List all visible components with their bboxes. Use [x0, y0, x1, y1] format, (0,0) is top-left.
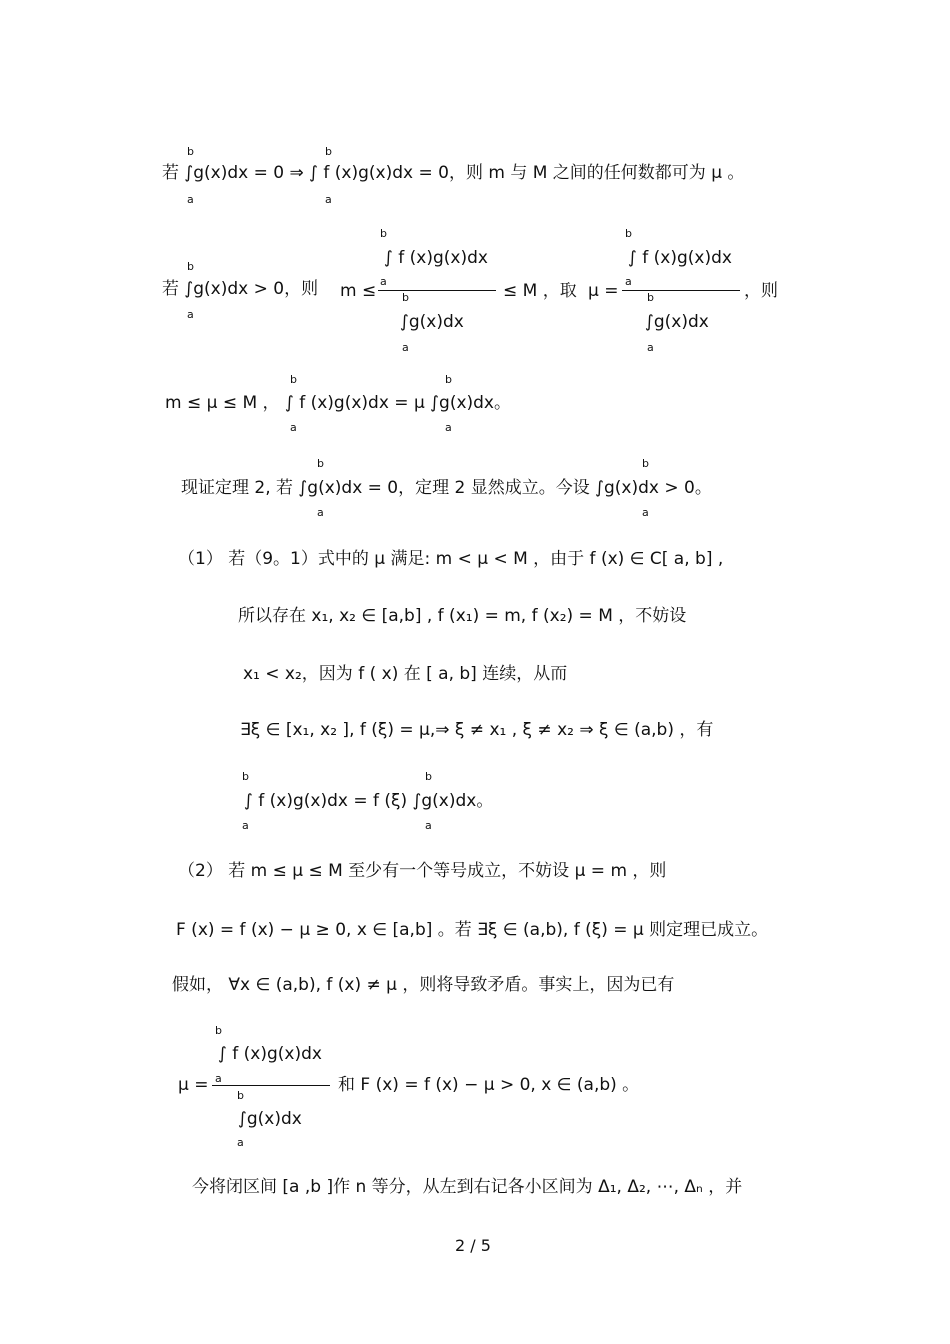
math-expression: ，则: [744, 281, 778, 301]
math-expression: 和 F (x) = f (x) − μ > 0, x ∈ (a,b) 。: [338, 1075, 640, 1095]
integral-lower-limit: a: [215, 1072, 222, 1085]
text-line: （1） 若（9。1）式中的 μ 满足: m < μ < M ，由于 f (x) ∈ C[ a, b] ,: [178, 549, 724, 569]
math-expression: μ =: [588, 281, 619, 301]
fraction-numerator: ∫ f (x)g(x)dx: [218, 1044, 322, 1064]
text-line: 假如， ∀x ∈ (a,b), f (x) ≠ μ ，则将导致矛盾。事实上，因为已有: [172, 975, 675, 995]
integral-upper-limit: b: [402, 291, 409, 304]
integral-lower-limit: a: [325, 193, 332, 206]
integral-lower-limit: a: [187, 193, 194, 206]
fraction-numerator: ∫ f (x)g(x)dx: [384, 248, 488, 268]
integral-lower-limit: a: [642, 506, 649, 519]
lead-char: 若: [162, 163, 179, 183]
text-line: ∃ξ ∈ [x₁, x₂ ], f (ξ) = μ,⇒ ξ ≠ x₁ , ξ ≠ x₂ ⇒ ξ ∈ (a,b) ，有: [240, 720, 714, 740]
text-line: 所以存在 x₁, x₂ ∈ [a,b] , f (x₁) = m, f (x₂) = M ，不妨设: [238, 606, 687, 626]
text-line: 今将闭区间 [a ,b ]作 n 等分，从左到右记各小区间为 Δ₁, Δ₂, ⋯, Δₙ ，并: [192, 1177, 743, 1197]
integral-upper-limit: b: [425, 770, 432, 783]
fraction-numerator: ∫ f (x)g(x)dx: [628, 248, 732, 268]
integral-lower-limit: a: [317, 506, 324, 519]
fraction-bar: [212, 1085, 330, 1086]
integral-upper-limit: b: [317, 457, 324, 470]
text-line: [162, 278, 318, 300]
math-expression: ∫g(x)dx = 0 ⇒ ∫ f (x)g(x)dx = 0，则 m 与 M 之间的任何数都可为 μ 。: [184, 163, 745, 183]
integral-upper-limit: b: [445, 373, 452, 386]
integral-lower-limit: a: [380, 275, 387, 288]
integral-upper-limit: b: [242, 770, 249, 783]
integral-lower-limit: a: [625, 275, 632, 288]
integral-upper-limit: b: [187, 145, 194, 158]
fraction-bar: [622, 290, 740, 291]
math-expression: ∫g(x)dx > 0，则: [184, 279, 319, 299]
integral-upper-limit: b: [325, 145, 332, 158]
fraction-bar: [378, 290, 496, 291]
integral-lower-limit: a: [290, 421, 297, 434]
integral-upper-limit: b: [380, 227, 387, 240]
integral-upper-limit: b: [215, 1024, 222, 1037]
fraction-denominator: ∫g(x)dx: [400, 312, 464, 332]
integral-lower-limit: a: [402, 341, 409, 354]
lead-char: 若: [162, 279, 179, 299]
integral-lower-limit: a: [242, 819, 249, 832]
math-expression: ∫ f (x)g(x)dx = f (ξ) ∫g(x)dx。: [244, 791, 494, 811]
fraction-denominator: ∫g(x)dx: [238, 1109, 302, 1129]
math-expression: ≤ M ，取: [503, 281, 577, 301]
integral-upper-limit: b: [642, 457, 649, 470]
integral-lower-limit: a: [237, 1136, 244, 1149]
fraction-denominator: ∫g(x)dx: [645, 312, 709, 332]
integral-upper-limit: b: [187, 260, 194, 273]
integral-upper-limit: b: [237, 1089, 244, 1102]
integral-lower-limit: a: [647, 341, 654, 354]
integral-lower-limit: a: [425, 819, 432, 832]
integral-lower-limit: a: [187, 308, 194, 321]
page-number: 2 / 5: [455, 1236, 491, 1255]
text-line: F (x) = f (x) − μ ≥ 0, x ∈ [a,b] 。若 ∃ξ ∈ (a,b), f (ξ) = μ 则定理已成立。: [176, 920, 769, 940]
math-expression: μ =: [178, 1075, 209, 1095]
text-line: 现证定理 2, 若 ∫g(x)dx = 0，定理 2 显然成立。今设 ∫g(x)dx > 0。: [181, 478, 712, 498]
text-line: （2） 若 m ≤ μ ≤ M 至少有一个等号成立，不妨设 μ = m ，则: [178, 861, 667, 881]
integral-upper-limit: b: [647, 291, 654, 304]
integral-upper-limit: b: [625, 227, 632, 240]
text-line: [162, 162, 744, 184]
integral-lower-limit: a: [445, 421, 452, 434]
text-line: x₁ < x₂，因为 f ( x) 在 [ a, b] 连续，从而: [243, 664, 568, 684]
math-expression: m ≤ μ ≤ M ， ∫ f (x)g(x)dx = μ ∫g(x)dx。: [165, 393, 511, 413]
math-expression: m ≤: [340, 281, 377, 301]
integral-upper-limit: b: [290, 373, 297, 386]
